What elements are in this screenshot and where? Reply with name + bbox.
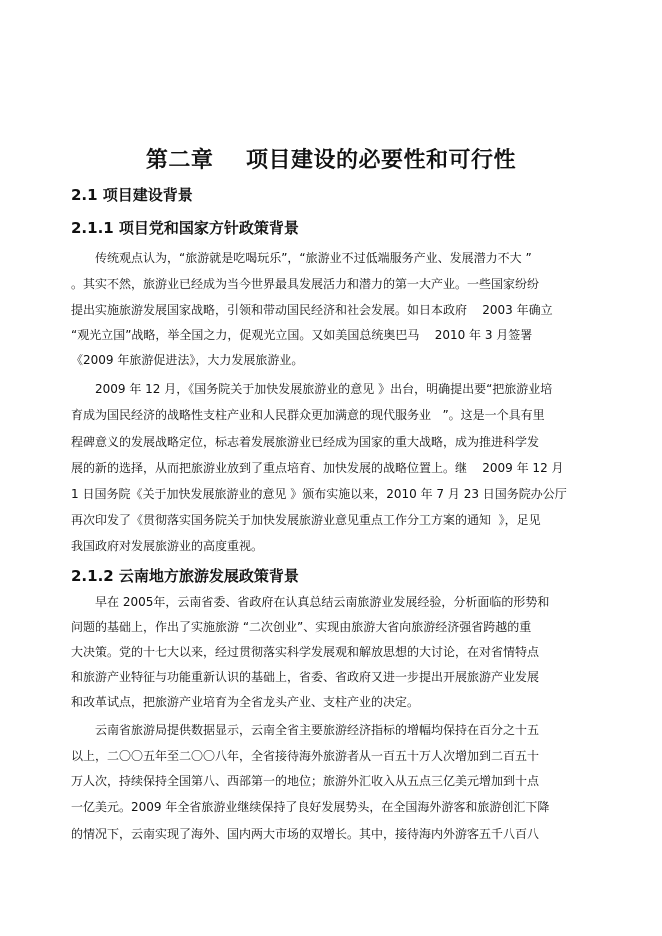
paragraph-line: 问题的基础上，作出了实施旅游 “二次创业”、实现由旅游大省向旅游经济强省跨越的重 — [71, 620, 532, 634]
paragraph-line: 的情况下，云南实现了海外、国内两大市场的双增长。其中，接待海内外游客五千八百八 — [71, 827, 540, 841]
paragraph-line: 程碑意义的发展战略定位，标志着发展旅游业已经成为国家的重大战略，成为推进科学发 — [71, 435, 540, 449]
paragraph-line: 万人次，持续保持全国第八、西部第一的地位；旅游外汇收入从五点三亿美元增加到十点 — [71, 774, 540, 788]
paragraph-line: 云南省旅游局提供数据显示，云南全省主要旅游经济指标的增幅均保持在百分之十五 — [95, 723, 540, 737]
paragraph-line: 和改革试点，把旅游产业培育为全省龙头产业、支柱产业的决定。 — [71, 695, 420, 709]
paragraph-line: 以上，二〇〇五年至二〇〇八年，全省接待海外旅游者从一百五十万人次增加到二百五十 — [71, 749, 540, 763]
paragraph-line: 大决策。党的十七大以来，经过贯彻落实科学发展观和解放思想的大讨论，在对省情特点 — [71, 645, 540, 659]
paragraph-line: 2009 年 12 月，《国务院关于加快发展旅游业的意见 》出台，明确提出要“把旅游业培 — [95, 382, 553, 396]
chapter-title: 第二章 项目建设的必要性和可行性 — [145, 148, 517, 173]
paragraph-line: 1 日国务院《关于加快发展旅游业的意见 》颁布实施以来，2010 年 7 月 23 日国务院办公厅 — [71, 487, 567, 501]
section-heading-2-1: 2.1 项目建设背景 — [71, 186, 193, 204]
paragraph-line: 提出实施旅游发展国家战略，引领和带动国民经济和社会发展。如日本政府 2003 年确立 — [71, 303, 553, 317]
paragraph-line: 育成为国民经济的战略性支柱产业和人民群众更加满意的现代服务业 ”。这是一个具有里 — [71, 408, 545, 422]
paragraph-line: 展的新的选择，从而把旅游业放到了重点培育、加快发展的战略位置上。继 2009 年 12 月 — [71, 461, 564, 475]
paragraph-line: 再次印发了《贯彻落实国务院关于加快发展旅游业意见重点工作分工方案的通知 》，足见 — [71, 513, 541, 527]
section-heading-2-1-2: 2.1.2 云南地方旅游发展政策背景 — [71, 567, 299, 585]
paragraph-line: 一亿美元。2009 年全省旅游业继续保持了良好发展势头，在全国海外游客和旅游创汇下降 — [71, 800, 550, 814]
paragraph-line: 我国政府对发展旅游业的高度重视。 — [71, 539, 264, 553]
paragraph-line: 和旅游产业特征与功能重新认识的基础上，省委、省政府又进一步提出开展旅游产业发展 — [71, 670, 540, 684]
paragraph-line: 《2009 年旅游促进法》，大力发展旅游业。 — [71, 353, 304, 367]
paragraph-line: 早在 2005年，云南省委、省政府在认真总结云南旅游业发展经验，分析面临的形势和 — [95, 595, 550, 609]
paragraph-line: 传统观点认为，“旅游就是吃喝玩乐”，“旅游业不过低端服务产业、发展潜力不大 ” — [95, 251, 532, 265]
section-heading-2-1-1: 2.1.1 项目党和国家方针政策背景 — [71, 219, 299, 237]
paragraph-line: 。其实不然，旅游业已经成为当今世界最具发展活力和潜力的第一大产业。一些国家纷纷 — [71, 277, 540, 291]
paragraph-line: “观光立国”战略，举全国之力，促观光立国。又如美国总统奥巴马 2010 年 3 月签署 — [71, 328, 533, 342]
